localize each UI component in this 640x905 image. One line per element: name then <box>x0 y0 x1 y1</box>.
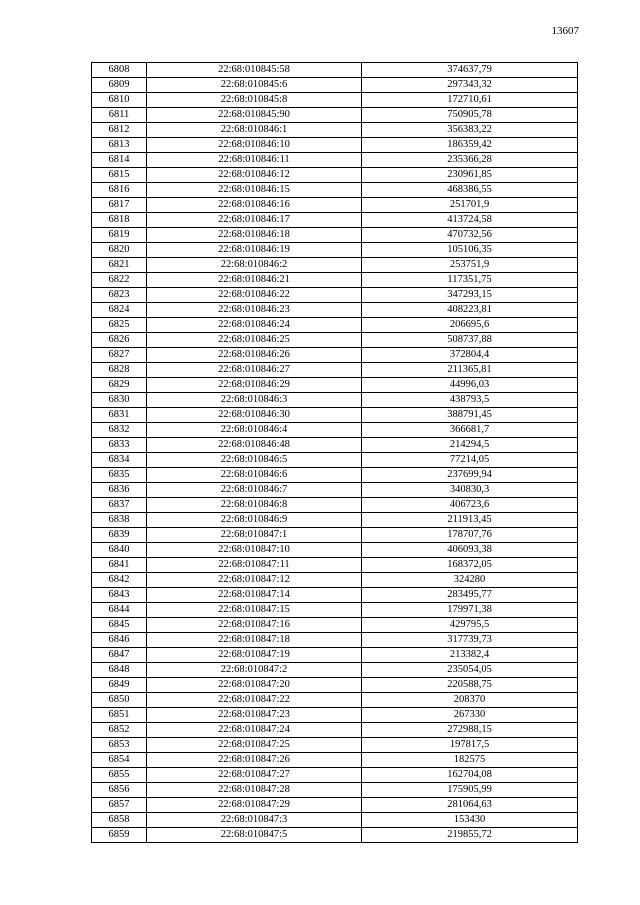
cadastral-number-cell: 22:68:010847:28 <box>147 783 362 798</box>
table-row <box>92 393 578 408</box>
cadastral-number-cell: 22:68:010847:2 <box>147 663 362 678</box>
row-number-cell: 6844 <box>92 603 147 618</box>
value-cell: 219855,72 <box>362 828 578 843</box>
table-row <box>92 93 578 108</box>
value-cell: 413724,58 <box>362 213 578 228</box>
cadastral-number-cell: 22:68:010845:8 <box>147 93 362 108</box>
value-cell: 253751,9 <box>362 258 578 273</box>
cadastral-number-cell: 22:68:010846:5 <box>147 453 362 468</box>
table-row <box>92 423 578 438</box>
table-row <box>92 603 578 618</box>
row-number-cell: 6826 <box>92 333 147 348</box>
value-cell: 408223,81 <box>362 303 578 318</box>
table-row <box>92 348 578 363</box>
value-cell: 182575 <box>362 753 578 768</box>
cadastral-number-cell: 22:68:010846:12 <box>147 168 362 183</box>
cadastral-number-cell: 22:68:010846:22 <box>147 288 362 303</box>
cadastral-number-cell: 22:68:010846:30 <box>147 408 362 423</box>
table-body <box>92 63 578 843</box>
table-row <box>92 528 578 543</box>
table-row <box>92 153 578 168</box>
cadastral-number-cell: 22:68:010846:3 <box>147 393 362 408</box>
table-row <box>92 558 578 573</box>
value-cell: 750905,78 <box>362 108 578 123</box>
cadastral-number-cell: 22:68:010846:26 <box>147 348 362 363</box>
value-cell: 117351,75 <box>362 273 578 288</box>
cadastral-number-cell: 22:68:010847:19 <box>147 648 362 663</box>
cadastral-number-cell: 22:68:010847:22 <box>147 693 362 708</box>
table-row <box>92 273 578 288</box>
row-number-cell: 6827 <box>92 348 147 363</box>
cadastral-number-cell: 22:68:010846:48 <box>147 438 362 453</box>
row-number-cell: 6836 <box>92 483 147 498</box>
row-number-cell: 6843 <box>92 588 147 603</box>
cadastral-number-cell: 22:68:010846:11 <box>147 153 362 168</box>
value-cell: 213382,4 <box>362 648 578 663</box>
cadastral-number-cell: 22:68:010847:23 <box>147 708 362 723</box>
row-number-cell: 6835 <box>92 468 147 483</box>
table-row <box>92 543 578 558</box>
value-cell: 105106,35 <box>362 243 578 258</box>
value-cell: 197817,5 <box>362 738 578 753</box>
table-row <box>92 693 578 708</box>
value-cell: 186359,42 <box>362 138 578 153</box>
cadastral-number-cell: 22:68:010846:15 <box>147 183 362 198</box>
cadastral-number-cell: 22:68:010847:20 <box>147 678 362 693</box>
table-row <box>92 333 578 348</box>
value-cell: 211913,45 <box>362 513 578 528</box>
row-number-cell: 6824 <box>92 303 147 318</box>
row-number-cell: 6831 <box>92 408 147 423</box>
row-number-cell: 6839 <box>92 528 147 543</box>
cadastral-number-cell: 22:68:010846:2 <box>147 258 362 273</box>
value-cell: 317739,73 <box>362 633 578 648</box>
value-cell: 251701,9 <box>362 198 578 213</box>
value-cell: 220588,75 <box>362 678 578 693</box>
row-number-cell: 6822 <box>92 273 147 288</box>
value-cell: 206695,6 <box>362 318 578 333</box>
value-cell: 438793,5 <box>362 393 578 408</box>
row-number-cell: 6821 <box>92 258 147 273</box>
cadastral-number-cell: 22:68:010847:12 <box>147 573 362 588</box>
table-row <box>92 108 578 123</box>
cadastral-number-cell: 22:68:010846:9 <box>147 513 362 528</box>
row-number-cell: 6838 <box>92 513 147 528</box>
value-cell: 162704,08 <box>362 768 578 783</box>
row-number-cell: 6815 <box>92 168 147 183</box>
table-row <box>92 258 578 273</box>
value-cell: 429795,5 <box>362 618 578 633</box>
table-row <box>92 798 578 813</box>
row-number-cell: 6816 <box>92 183 147 198</box>
value-cell: 297343,32 <box>362 78 578 93</box>
cadastral-number-cell: 22:68:010846:7 <box>147 483 362 498</box>
cadastral-number-cell: 22:68:010847:25 <box>147 738 362 753</box>
row-number-cell: 6850 <box>92 693 147 708</box>
value-cell: 281064,63 <box>362 798 578 813</box>
data-table <box>91 62 578 843</box>
table-row <box>92 378 578 393</box>
cadastral-number-cell: 22:68:010846:18 <box>147 228 362 243</box>
row-number-cell: 6857 <box>92 798 147 813</box>
table-row <box>92 723 578 738</box>
row-number-cell: 6859 <box>92 828 147 843</box>
value-cell: 178707,76 <box>362 528 578 543</box>
row-number-cell: 6837 <box>92 498 147 513</box>
value-cell: 230961,85 <box>362 168 578 183</box>
value-cell: 388791,45 <box>362 408 578 423</box>
table-row <box>92 813 578 828</box>
cadastral-number-cell: 22:68:010846:23 <box>147 303 362 318</box>
table-row <box>92 63 578 78</box>
row-number-cell: 6845 <box>92 618 147 633</box>
table-row <box>92 288 578 303</box>
table-row <box>92 363 578 378</box>
row-number-cell: 6810 <box>92 93 147 108</box>
cadastral-number-cell: 22:68:010846:16 <box>147 198 362 213</box>
value-cell: 283495,77 <box>362 588 578 603</box>
cadastral-number-cell: 22:68:010846:17 <box>147 213 362 228</box>
cadastral-number-cell: 22:68:010847:24 <box>147 723 362 738</box>
cadastral-number-cell: 22:68:010847:10 <box>147 543 362 558</box>
value-cell: 468386,55 <box>362 183 578 198</box>
cadastral-number-cell: 22:68:010846:27 <box>147 363 362 378</box>
cadastral-number-cell: 22:68:010847:29 <box>147 798 362 813</box>
table-row <box>92 498 578 513</box>
table-row <box>92 468 578 483</box>
row-number-cell: 6841 <box>92 558 147 573</box>
cadastral-number-cell: 22:68:010847:14 <box>147 588 362 603</box>
cadastral-number-cell: 22:68:010847:27 <box>147 768 362 783</box>
table-row <box>92 588 578 603</box>
row-number-cell: 6830 <box>92 393 147 408</box>
table-row <box>92 213 578 228</box>
table-row <box>92 318 578 333</box>
table-row <box>92 198 578 213</box>
value-cell: 470732,56 <box>362 228 578 243</box>
table-row <box>92 483 578 498</box>
cadastral-number-cell: 22:68:010845:90 <box>147 108 362 123</box>
value-cell: 211365,81 <box>362 363 578 378</box>
table-row <box>92 513 578 528</box>
row-number-cell: 6854 <box>92 753 147 768</box>
row-number-cell: 6829 <box>92 378 147 393</box>
table-row <box>92 228 578 243</box>
value-cell: 374637,79 <box>362 63 578 78</box>
table-row <box>92 573 578 588</box>
value-cell: 77214,05 <box>362 453 578 468</box>
table-row <box>92 438 578 453</box>
value-cell: 324280 <box>362 573 578 588</box>
table-row <box>92 633 578 648</box>
value-cell: 153430 <box>362 813 578 828</box>
cadastral-number-cell: 22:68:010847:3 <box>147 813 362 828</box>
row-number-cell: 6858 <box>92 813 147 828</box>
value-cell: 235366,28 <box>362 153 578 168</box>
value-cell: 356383,22 <box>362 123 578 138</box>
table-row <box>92 183 578 198</box>
cadastral-number-cell: 22:68:010846:29 <box>147 378 362 393</box>
row-number-cell: 6849 <box>92 678 147 693</box>
value-cell: 44996,03 <box>362 378 578 393</box>
value-cell: 372804,4 <box>362 348 578 363</box>
row-number-cell: 6820 <box>92 243 147 258</box>
value-cell: 508737,88 <box>362 333 578 348</box>
cadastral-number-cell: 22:68:010846:10 <box>147 138 362 153</box>
row-number-cell: 6847 <box>92 648 147 663</box>
row-number-cell: 6811 <box>92 108 147 123</box>
value-cell: 366681,7 <box>362 423 578 438</box>
table-row <box>92 828 578 843</box>
cadastral-number-cell: 22:68:010845:6 <box>147 78 362 93</box>
cadastral-number-cell: 22:68:010846:19 <box>147 243 362 258</box>
row-number-cell: 6823 <box>92 288 147 303</box>
cadastral-number-cell: 22:68:010846:21 <box>147 273 362 288</box>
value-cell: 208370 <box>362 693 578 708</box>
table-row <box>92 708 578 723</box>
row-number-cell: 6853 <box>92 738 147 753</box>
cadastral-number-cell: 22:68:010845:58 <box>147 63 362 78</box>
value-cell: 168372,05 <box>362 558 578 573</box>
cadastral-number-cell: 22:68:010846:1 <box>147 123 362 138</box>
value-cell: 347293,15 <box>362 288 578 303</box>
row-number-cell: 6852 <box>92 723 147 738</box>
cadastral-number-cell: 22:68:010847:18 <box>147 633 362 648</box>
table-row <box>92 138 578 153</box>
value-cell: 175905,99 <box>362 783 578 798</box>
value-cell: 406093,38 <box>362 543 578 558</box>
cadastral-number-cell: 22:68:010847:26 <box>147 753 362 768</box>
cadastral-number-cell: 22:68:010846:25 <box>147 333 362 348</box>
row-number-cell: 6812 <box>92 123 147 138</box>
row-number-cell: 6819 <box>92 228 147 243</box>
table-row <box>92 648 578 663</box>
row-number-cell: 6833 <box>92 438 147 453</box>
row-number-cell: 6842 <box>92 573 147 588</box>
table-row <box>92 453 578 468</box>
cadastral-number-cell: 22:68:010846:4 <box>147 423 362 438</box>
table-row <box>92 783 578 798</box>
row-number-cell: 6808 <box>92 63 147 78</box>
table-row <box>92 408 578 423</box>
row-number-cell: 6818 <box>92 213 147 228</box>
table-row <box>92 738 578 753</box>
cadastral-number-cell: 22:68:010846:24 <box>147 318 362 333</box>
cadastral-number-cell: 22:68:010847:11 <box>147 558 362 573</box>
value-cell: 214294,5 <box>362 438 578 453</box>
table-row <box>92 678 578 693</box>
value-cell: 179971,38 <box>362 603 578 618</box>
table-row <box>92 78 578 93</box>
value-cell: 340830,3 <box>362 483 578 498</box>
row-number-cell: 6846 <box>92 633 147 648</box>
row-number-cell: 6817 <box>92 198 147 213</box>
row-number-cell: 6834 <box>92 453 147 468</box>
cadastral-number-cell: 22:68:010847:16 <box>147 618 362 633</box>
row-number-cell: 6832 <box>92 423 147 438</box>
cadastral-number-cell: 22:68:010846:8 <box>147 498 362 513</box>
row-number-cell: 6855 <box>92 768 147 783</box>
value-cell: 235054,05 <box>362 663 578 678</box>
table-row <box>92 663 578 678</box>
table-row <box>92 168 578 183</box>
row-number-cell: 6809 <box>92 78 147 93</box>
row-number-cell: 6825 <box>92 318 147 333</box>
table-row <box>92 303 578 318</box>
cadastral-number-cell: 22:68:010847:15 <box>147 603 362 618</box>
cadastral-number-cell: 22:68:010847:1 <box>147 528 362 543</box>
table-row <box>92 618 578 633</box>
value-cell: 267330 <box>362 708 578 723</box>
value-cell: 272988,15 <box>362 723 578 738</box>
row-number-cell: 6848 <box>92 663 147 678</box>
table-row <box>92 768 578 783</box>
row-number-cell: 6814 <box>92 153 147 168</box>
row-number-cell: 6813 <box>92 138 147 153</box>
value-cell: 172710,61 <box>362 93 578 108</box>
row-number-cell: 6856 <box>92 783 147 798</box>
table-row <box>92 123 578 138</box>
row-number-cell: 6828 <box>92 363 147 378</box>
row-number-cell: 6851 <box>92 708 147 723</box>
cadastral-number-cell: 22:68:010846:6 <box>147 468 362 483</box>
table-row <box>92 753 578 768</box>
page-number: 13607 <box>551 25 579 37</box>
table-row <box>92 243 578 258</box>
value-cell: 237699,94 <box>362 468 578 483</box>
row-number-cell: 6840 <box>92 543 147 558</box>
cadastral-number-cell: 22:68:010847:5 <box>147 828 362 843</box>
value-cell: 406723,6 <box>362 498 578 513</box>
